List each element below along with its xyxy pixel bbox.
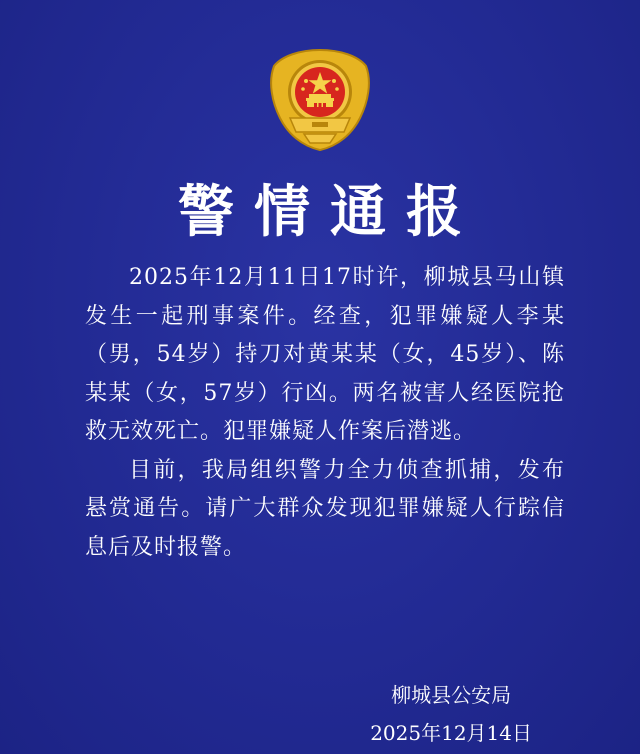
notice-paragraph: 目前，我局组织警力全力侦查抓捕，发布悬赏通告。请广大群众发现犯罪嫌疑人行踪信息后及时报警。	[85, 457, 565, 560]
notice-paragraph: 2025年12月11日17时许，柳城县马山镇发生一起刑事案件。经查，犯罪嫌疑人李某（男，54岁）持刀对黄某某（女，45岁）、陈某某（女，57岁）行凶。两名被害人经医院抢救无效死亡。犯罪嫌疑人作案后潜逃。	[85, 265, 565, 444]
notice-title: 警情通报	[178, 180, 482, 245]
police-emblem-icon	[266, 48, 374, 152]
issuer-name: 柳城县公安局	[391, 683, 512, 707]
issue-date: 2025年12月14日	[370, 721, 532, 745]
notice-body	[85, 259, 565, 567]
signature-block	[370, 676, 532, 752]
